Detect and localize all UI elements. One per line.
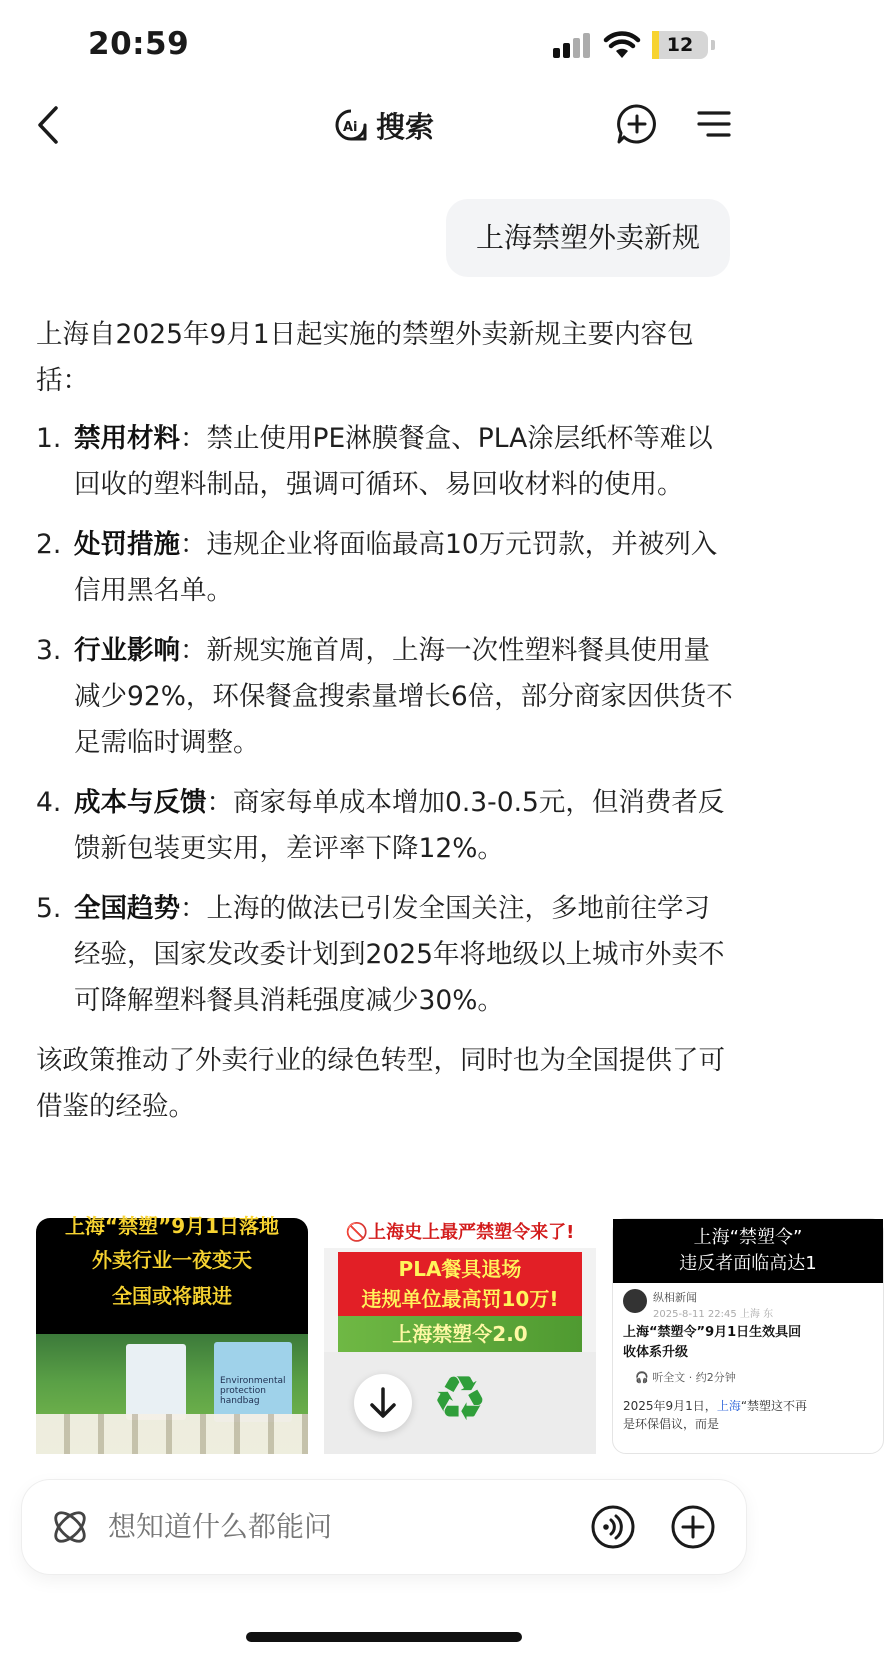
menu-button[interactable] [694,104,734,144]
status-bar [0,0,768,90]
status-time: 20:59 [88,26,190,62]
card2-banner-line-2: 违规单位最高罚10万! [361,1287,559,1311]
card1-line-2: 外卖行业一夜变天 [92,1248,252,1272]
answer-outro: 该政策推动了外卖行业的绿色转型，同时也为全国提供了可借鉴的经验。 [36,1045,725,1122]
image-card-carousel[interactable] [36,1214,817,1454]
article-title: 上海“禁塑令”9月1日生效具回收体系升级 [623,1325,802,1360]
list-item [36,780,736,872]
list-item-text: ：禁止使用PE淋膜餐盒、PLA涂层纸杯等难以回收的塑料制品，强调可循环、易回收材料的使用。 [74,423,713,500]
list-item-number: 5. [36,893,62,924]
source-avatar [623,1289,647,1313]
list-item [36,522,736,614]
scroll-down-button[interactable] [354,1374,412,1432]
ai-logo-text: Ai [342,120,358,135]
excerpt-prefix: 2025年9月1日， [623,1399,717,1413]
image-card-2[interactable] [324,1218,596,1454]
excerpt-highlight: 上海 [716,1399,741,1413]
answer-intro: 上海自2025年9月1日起实施的禁塑外卖新规主要内容包括： [36,319,694,396]
chat-input[interactable] [108,1480,528,1574]
article-excerpt [623,1397,813,1433]
image-card-3[interactable] [612,1218,884,1454]
paper-bag-image [126,1344,186,1420]
voice-input-button[interactable] [590,1504,636,1550]
battery-tip [711,40,715,50]
list-item [36,416,736,508]
list-item-text: ：商家每单成本增加0.3-0.5元，但消费者反馈新包装更实用，差评率下降12%。 [74,787,725,864]
assistant-answer [36,312,736,1142]
card2-banner-line-1: PLA餐具退场 [398,1257,522,1281]
list-item-text: ：违规企业将面临最高10万元罚款，并被列入信用黑名单。 [74,529,718,606]
card2-top-text: 🚫上海史上最严禁塑令来了! [324,1218,596,1248]
image-card-1[interactable] [36,1214,308,1454]
source-name: 纵相新闻 [653,1291,697,1304]
battery-icon [652,31,708,59]
card3-headline-line-2: 违反者面临高达1 [679,1253,817,1274]
user-message-bubble: 上海禁塑外卖新规 [446,199,730,277]
list-item-title: 禁用材料 [74,423,180,454]
page-title: 搜索 [375,109,434,144]
card3-headline [613,1219,883,1283]
ai-logo-icon [334,108,368,142]
list-item-number: 3. [36,635,62,666]
add-attachment-button[interactable] [670,1504,716,1550]
card1-line-1: 上海“禁塑”9月1日落地 [64,1214,280,1238]
bag-text: Environmental protection handbag [220,1376,286,1406]
chat-input-bar [22,1480,746,1574]
list-item-number: 4. [36,787,62,818]
eco-tableware-image [36,1414,308,1454]
list-item-title: 全国趋势 [74,893,180,924]
nav-bar [0,90,768,160]
list-item-title: 处罚措施 [74,529,180,560]
list-item [36,628,736,766]
answer-list [36,416,736,1024]
battery-level: 12 [666,34,694,56]
list-item-text: ：上海的做法已引发全国关注，多地前往学习经验，国家发改委计划到2025年将地级以上城市外卖不可降解塑料餐具消耗强度减少30%。 [74,893,725,1016]
recycle-icon: ♻ [432,1362,488,1435]
home-indicator [246,1632,522,1642]
blue-bag-image [214,1342,292,1422]
ai-assistant-icon[interactable] [48,1505,92,1549]
listen-label: 🎧 听全文 · 约2分钟 [635,1371,736,1384]
list-item [36,886,736,1024]
list-item-number: 2. [36,529,62,560]
list-item-text: ：新规实施首周，上海一次性塑料餐具使用量减少92%，环保餐盒搜索量增长6倍，部分商家因供货不足需临时调整。 [74,635,733,758]
card1-line-3: 全国或将跟进 [112,1284,232,1308]
list-item-title: 行业影响 [74,635,180,666]
cellular-signal-icon [553,32,595,58]
new-chat-button[interactable] [615,102,659,146]
card3-headline-line-1: 上海“禁塑令” [693,1227,803,1248]
listen-text: 听全文 · 约2分钟 [652,1371,736,1384]
card2-red-banner [338,1252,582,1316]
list-item-number: 1. [36,423,62,454]
list-item-title: 成本与反馈 [74,787,207,818]
source-date: 2025-8-11 22:45 上海 东 [653,1309,774,1320]
excerpt-suffix: “禁塑这不再是环保倡议，而是 [623,1399,808,1431]
card2-green-banner: 上海禁塑令2.0 [338,1316,582,1352]
wifi-icon [603,30,641,60]
